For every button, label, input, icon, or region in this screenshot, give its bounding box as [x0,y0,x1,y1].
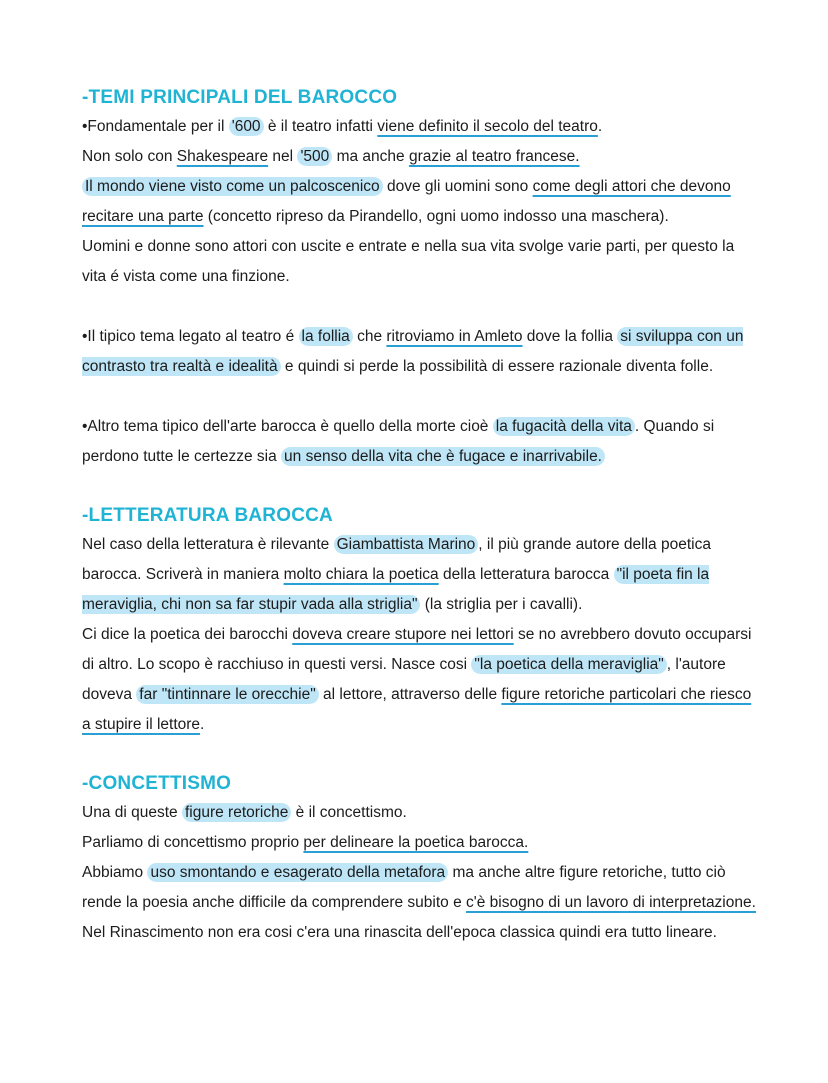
section-concettismo [82,770,762,948]
paragraph: Abbiamo uso smontando e esagerato della metafora ma anche altre figure retoriche, tutto ciò rende la poesia anche difficile da comprendere subito e c'è bisogno di un lavoro di interpretazione. [82,864,756,911]
section-letteratura-barocca [82,502,762,740]
paragraph: Non solo con Shakespeare nel '500 ma anche grazie al teatro francese. [82,148,580,165]
paragraph: Uomini e donne sono attori con uscite e entrate e nella sua vita svolge varie parti, per questo la vita é vista come una finzione. [82,238,735,285]
paragraph: Parliamo di concettismo proprio per delineare la poetica barocca. [82,834,529,851]
paragraph: •Altro tema tipico dell'arte barocca è quello della morte cioè la fugacità della vita . Quando si perdono tutte le certezze sia un senso della vita che è fugace e inarrivabile. [82,418,715,465]
paragraph: •Il tipico tema legato al teatro é la follia che ritroviamo in Amleto dove la follia si sviluppa con un contrasto tra realtà e idealità e quindi si perde la possibilità di essere razionale diventa folle. [82,328,744,375]
section-title: -TEMI PRINCIPALI DEL BAROCCO [82,87,398,108]
notes-page [82,84,762,948]
paragraph: Nel caso della letteratura è rilevante Giambattista Marino , il più grande autore della poetica barocca. Scriverà in maniera molto chiara la poetica della letteratura barocca "il poeta fin la meraviglia, chi non sa far stupir vada alla striglia" (la striglia per i cavalli). [82,536,711,613]
paragraph: Ci dice la poetica dei barocchi doveva creare stupore nei lettori se no avrebbero dovuto occuparsi di altro. Lo scopo è racchiuso in questi versi. Nasce cosi "la poetica della meraviglia" , l'autore doveva far "tintinnare le orecchie" al lettore, attraverso delle figure retoriche particolari che riesco a stupire il lettore. [82,626,752,733]
section-temi-principali [82,84,762,472]
paragraph: •Fondamentale per il '600 è il teatro infatti viene definito il secolo del teatro. [82,118,603,135]
paragraph: Una di queste figure retoriche è il concettismo. [82,804,407,821]
section-title: -LETTERATURA BAROCCA [82,505,333,526]
paragraph: Nel Rinascimento non era cosi c'era una rinascita dell'epoca classica quindi era tutto lineare. [82,924,717,941]
paragraph: Il mondo viene visto come un palcoscenico dove gli uomini sono come degli attori che devono recitare una parte (concetto ripreso da Pirandello, ogni uomo indosso una maschera). [82,178,731,225]
section-title: -CONCETTISMO [82,773,232,794]
